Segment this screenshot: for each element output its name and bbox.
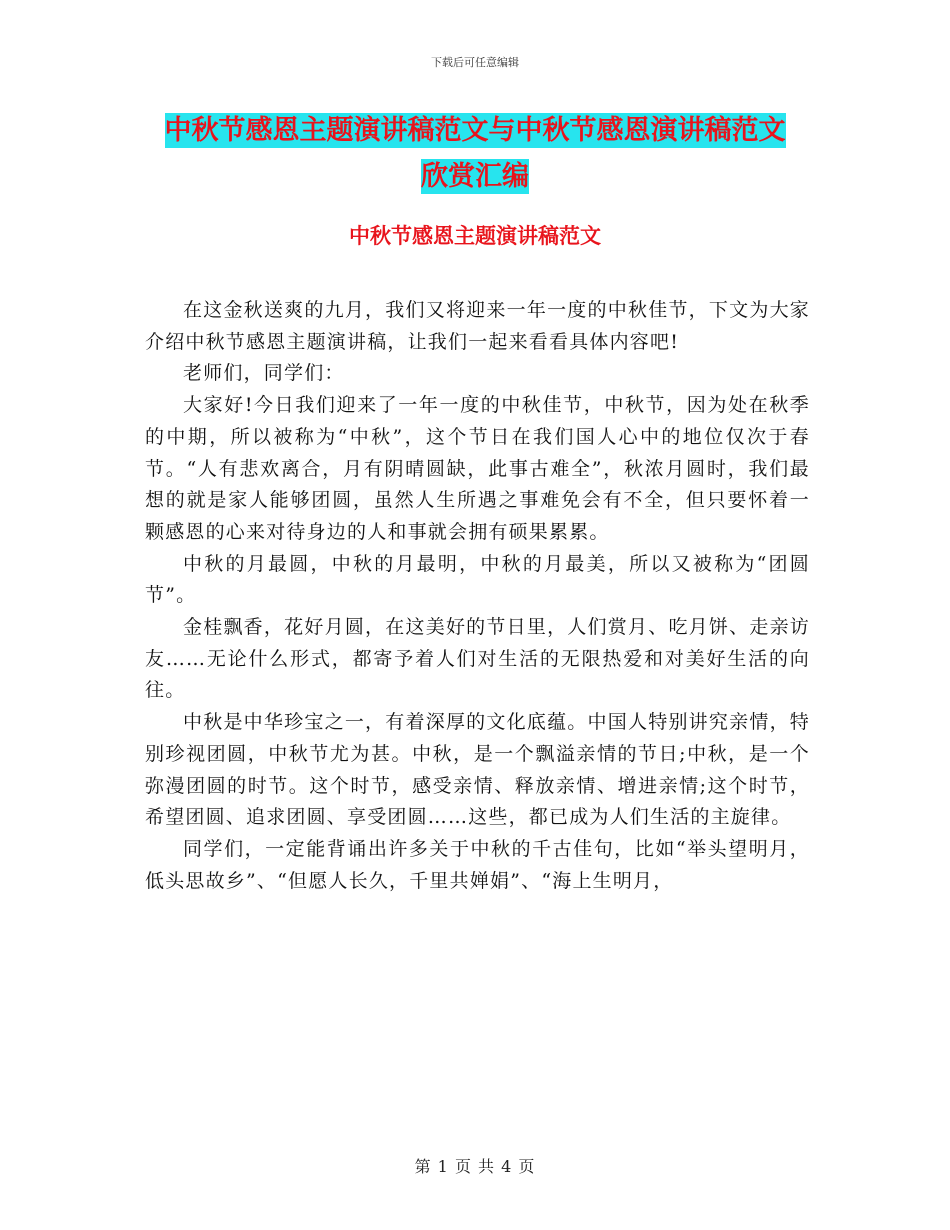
paragraph: 中秋的月最圆，中秋的月最明，中秋的月最美，所以又被称为“团圆节”。 — [145, 552, 810, 607]
document-title-line-1 — [140, 108, 810, 154]
paragraph: 大家好!今日我们迎来了一年一度的中秋佳节，中秋节，因为处在秋季的中期，所以被称为“中秋”，这个节日在我们国人心中的地位仅次于春节。“人有悲欢离合，月有阴晴圆缺，此事古难全”，秋浓月圆时，我们最想的就是家人能够团圆，虽然人生所遇之事难免会有不全，但只要怀着一颗感恩的心来对待身边的人和事就会拥有硕果累累。 — [145, 394, 810, 543]
paragraph: 在这金秋送爽的九月，我们又将迎来一年一度的中秋佳节，下文为大家介绍中秋节感恩主题演讲稿，让我们一起来看看具体内容吧! — [145, 299, 810, 353]
page-header: 下载后可任意编辑 — [431, 56, 519, 69]
document-title-line-2 — [140, 154, 810, 200]
section-title: 中秋节感恩主题演讲稿范文 — [349, 224, 601, 248]
title-highlight: 中秋节感恩主题演讲稿范文与中秋节感恩演讲稿范文 — [164, 115, 786, 146]
page-footer: 第 1 页 共 4 页 — [414, 1157, 536, 1176]
title-highlight: 欣赏汇编 — [421, 161, 529, 192]
document-title — [140, 108, 810, 200]
body-text — [145, 295, 810, 897]
paragraph: 金桂飘香，花好月圆，在这美好的节日里，人们赏月、吃月饼、走亲访友……无论什么形式，都寄予着人们对生活的无限热爱和对美好生活的向往。 — [145, 616, 810, 702]
paragraph: 老师们，同学们： — [183, 362, 345, 385]
paragraph: 中秋是中华珍宝之一，有着深厚的文化底蕴。中国人特别讲究亲情，特别珍视团圆，中秋节尤为甚。中秋，是一个飘溢亲情的节日;中秋，是一个弥漫团圆的时节。这个时节，感受亲情、释放亲情、增进亲情;这个时节，希望团圆、追求团圆、享受团圆……这些，都已成为人们生活的主旋律。 — [145, 711, 810, 829]
paragraph: 同学们，一定能背诵出许多关于中秋的千古佳句，比如“举头望明月，低头思故乡”、“但愿人长久，千里共婵娟”、“海上生明月， — [145, 837, 810, 892]
